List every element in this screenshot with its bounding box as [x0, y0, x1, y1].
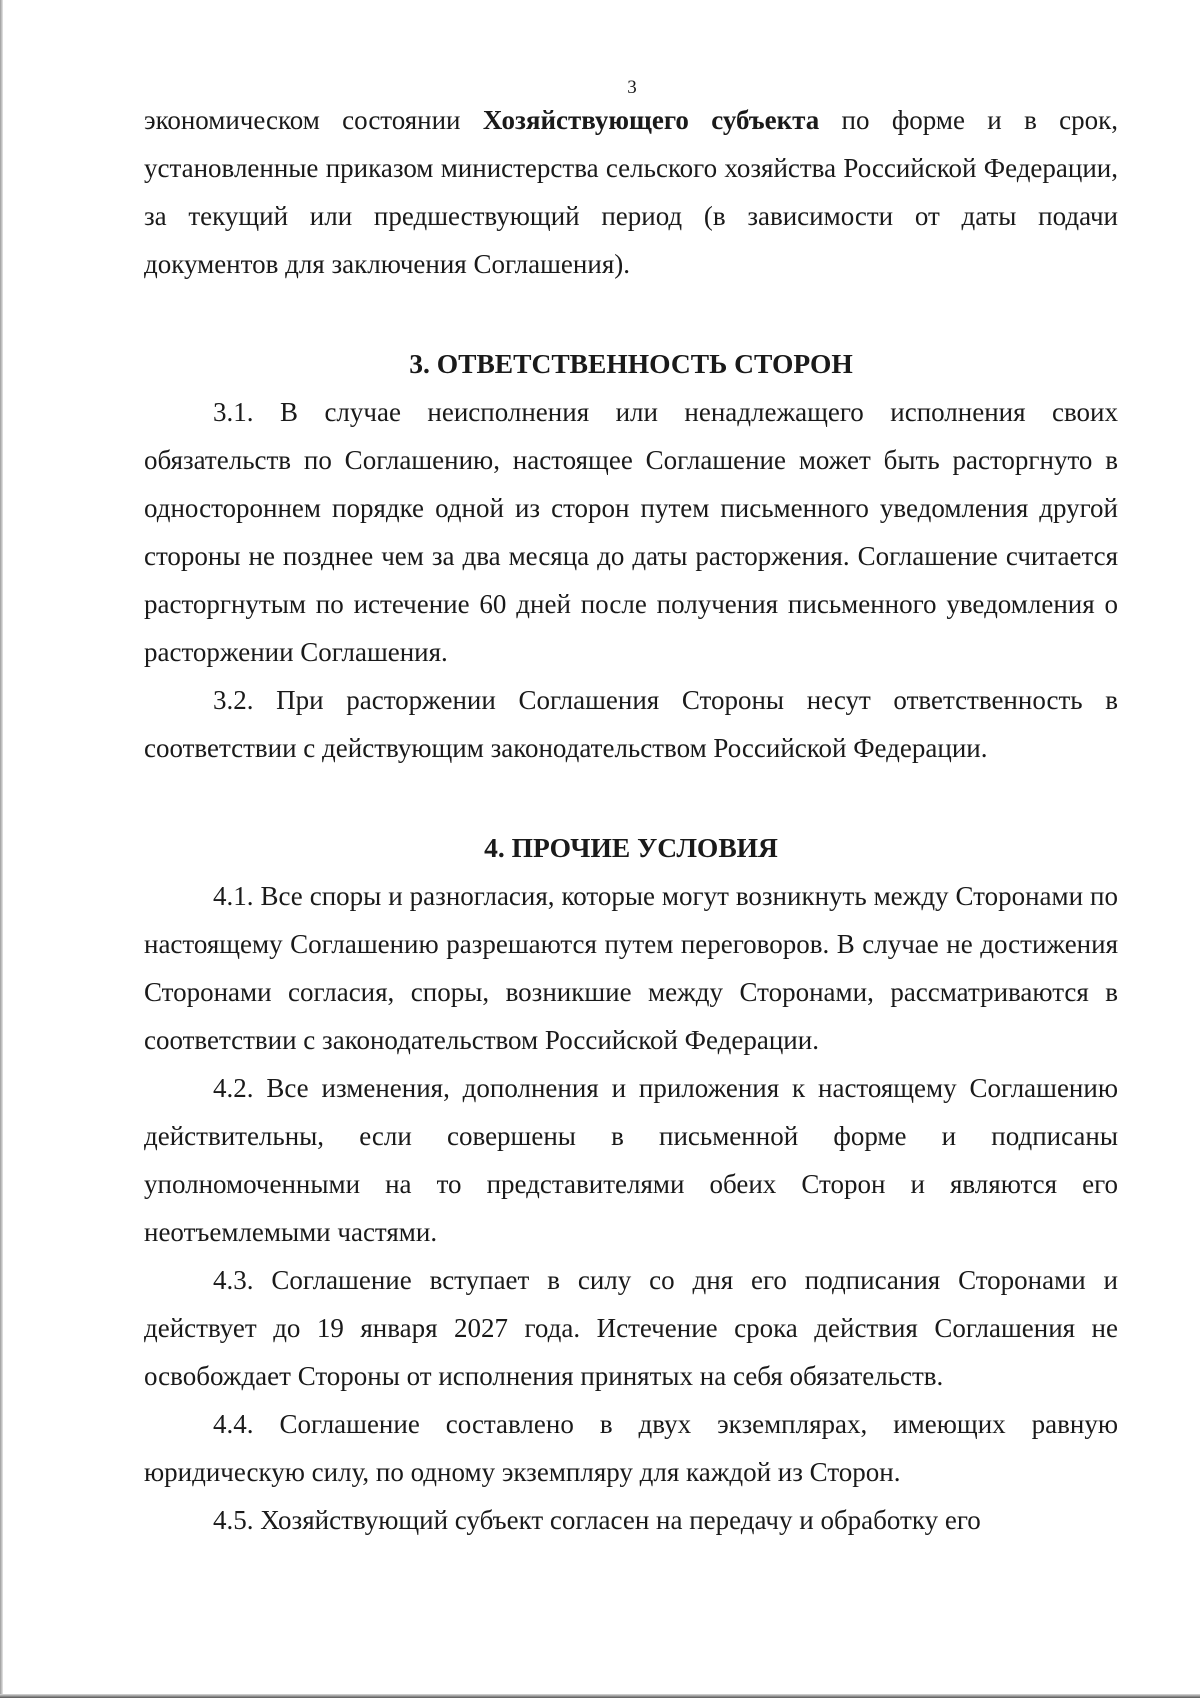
document-body: [144, 96, 1118, 1544]
scan-edge-bottom: [0, 1694, 1200, 1698]
intro-text-end: по форме и в срок, установленные приказом министерства сельского хозяйства Российской Федерации, за текущий или предшествующий период (в зависимости от даты подачи документов для заключения Соглашения).: [144, 105, 1118, 279]
intro-bold-term: Хозяйствующего субъекта: [482, 105, 820, 135]
clause-4-3: 4.3. Соглашение вступает в силу со дня его подписания Сторонами и действует до 19 января 2027 года. Истечение срока действия Соглашения не освобождает Стороны от исполнения принятых на себя обязательств.: [144, 1265, 1118, 1391]
clause-3-2: 3.2. При расторжении Соглашения Стороны несут ответственность в соответствии с действующим законодательством Российской Федерации.: [144, 685, 1118, 763]
scan-edge-left: [0, 0, 3, 1698]
intro-text-start: экономическом состоянии: [144, 105, 483, 135]
page-number: 3: [627, 77, 637, 98]
section-gap: [144, 772, 1118, 824]
clause-4-1: 4.1. Все споры и разногласия, которые могут возникнуть между Сторонами по настоящему Соглашению разрешаются путем переговоров. В случае не достижения Сторонами согласия, споры, возникшие между Сторонами, рассматриваются в соответствии с законодательством Российской Федерации.: [144, 881, 1118, 1055]
clause-4-4: 4.4. Соглашение составлено в двух экземплярах, имеющих равную юридическую силу, по одному экземпляру для каждой из Сторон.: [144, 1409, 1118, 1487]
intro-paragraph: [144, 96, 1118, 288]
section-3-heading: 3. ОТВЕТСТВЕННОСТЬ СТОРОН: [409, 348, 853, 379]
clause-3-1: 3.1. В случае неисполнения или ненадлежащего исполнения своих обязательств по Соглашению, настоящее Соглашение может быть расторгнуто в одностороннем порядке одной из сторон путем письменного уведомления другой стороны не позднее чем за два месяца до даты расторжения. Соглашение считается расторгнутым по истечение 60 дней после получения письменного уведомления о расторжении Соглашения.: [144, 397, 1118, 667]
clause-4-2: 4.2. Все изменения, дополнения и приложения к настоящему Соглашению действительны, если совершены в письменной форме и подписаны уполномоченными на то представителями обеих Сторон и являются его неотъемлемыми частями.: [144, 1073, 1118, 1247]
section-4-heading: 4. ПРОЧИЕ УСЛОВИЯ: [484, 832, 778, 863]
section-gap: [144, 288, 1118, 340]
clause-4-5: 4.5. Хозяйствующий субъект согласен на передачу и обработку его: [213, 1505, 981, 1535]
